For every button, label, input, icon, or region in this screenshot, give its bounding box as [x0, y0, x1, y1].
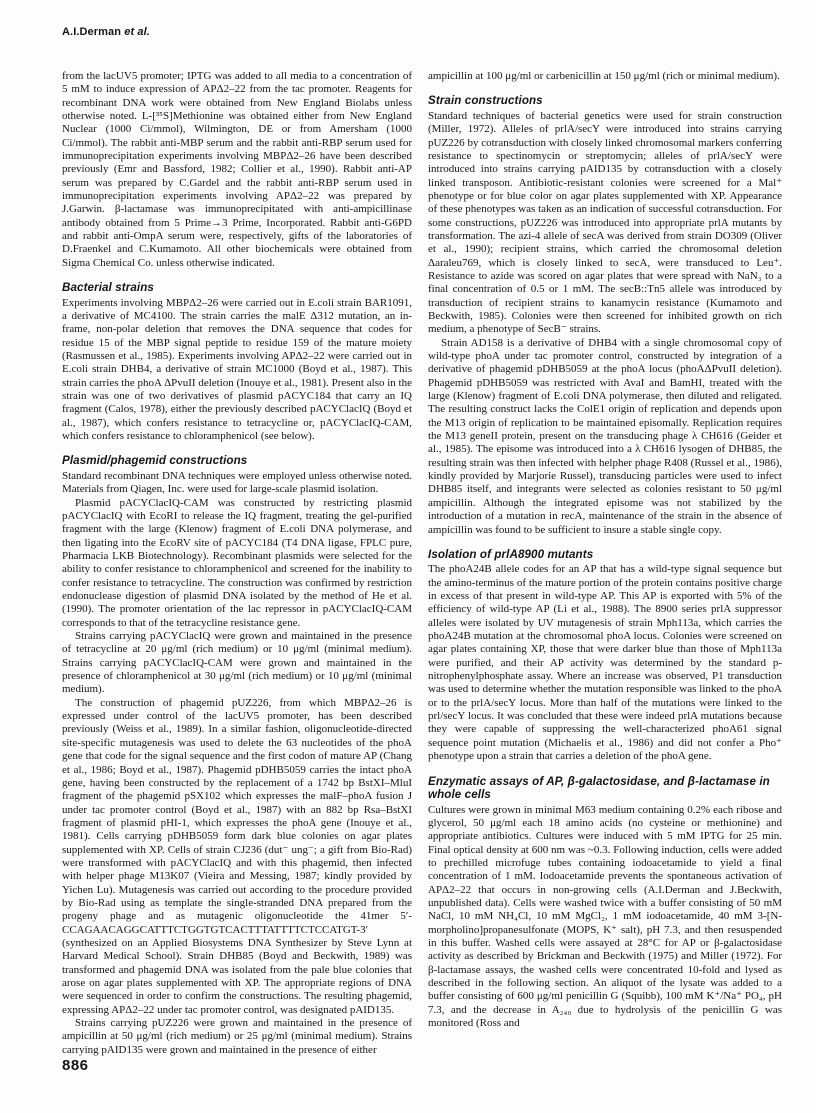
- section-bacterial-strains: [62, 281, 412, 443]
- right-column: [428, 70, 782, 1030]
- two-column-layout: [62, 70, 782, 1057]
- paragraph-methods-continuation: from the lacUV5 promoter; IPTG was added to all media to a concentration of 5 mM to induce expression of APΔ2–22 from the tac promoter. Reagents for recombinant DNA work were obtained from New England Biolabs unless otherwise noted. L-[³⁵S]Methionine was obtained either from New England Nuclear (1000 Ci/mmol), Wilmington, DE or from Amersham (1000 Ci/mmol). The rabbit anti-MBP serum and the rabbit anti-RBP serum used for immunoprecipitation experiments involving MBPΔ2–26 have been described previously (Emr and Bassford, 1982; Collier et al., 1990). Rabbit anti-AP serum was prepared by C.Gardel and the rabbit anti-RBP serum used in immunoprecipitation experiments involving APΔ2–22 was prepared by J.Garwin. β-lactamase was immunoprecipitated with anti-ampicillinase antibody obtained from 5 Prime→3 Prime, Incorporated. Rabbit anti-G6PD and rabbit anti-OmpA serum were, respectively, gifts of the laboratories of D.Fraenkel and C.Kumamoto. All other biochemicals were obtained from Sigma Chemical Co. unless otherwise indicated.: [62, 70, 412, 269]
- section-heading-enzymatic-assays: Enzymatic assays of AP, β-galactosidase, and β-lactamase in whole cells: [428, 774, 770, 801]
- section-heading-plasmid-phagemid: Plasmid/phagemid constructions: [62, 454, 248, 468]
- running-head: [62, 26, 782, 38]
- section-heading-bacterial-strains: Bacterial strains: [62, 281, 154, 295]
- paragraph: Experiments involving MBPΔ2–26 were carried out in E.coli strain BAR1091, a derivative of MC4100. The strain carries the malE Δ312 mutation, an in-frame, non-polar deletion that removes the DNA sequence that codes for residue 15 of the MBP signal peptide to residue 159 of the mature moiety (Rasmussen et al., 1985). Experiments involving APΔ2–22 were carried out in E.coli strain DHB4, a derivative of strain MC1000 (Boyd et al., 1987). This strain carries the phoA ΔPvuII deletion (Inouye et al., 1981). Present also in the strain was one of two derivatives of plasmid pACYC184 that carry an IQ fragment (Calos, 1978), either the previously described pACYClacIQ (Boyd et al., 1987), which confers resistance to tetracycline or, pACYClacIQ-CAM, which confers resistance to chloramphenicol (see below).: [62, 296, 412, 443]
- paragraph: Cultures were grown in minimal M63 medium containing 0.2% each ribose and glycerol, 50 μg/ml each 18 amino acids (no cysteine or methionine) and appropriate antibiotics. Cultures were induced with 5 mM IPTG for 25 min. Final optical density at 600 nm was ~0.3. Following induction, cells were added to prechilled microfuge tubes containing iodoacetamide to yield a final concentration of 1 mM. Iodoacetamide prevents the spontaneous activation of APΔ2–22 that occurs in non-growing cells (A.I.Derman and J.Beckwith, unpublished data). Cells were washed twice with a buffer consisting of 50 mM NaCl, 10 mM NH₄Cl, 10 mM MgCl₂, 1 mM iodoacetamide, 40 mM 3-[N-morpholino]propanesulfonate (MOPS, K⁺ salt), pH 7.3, and then resuspended in this buffer. Washed cells were assayed at 28°C for AP or β-galactosidase activity as described by Brickman and Beckwith (1975) and Miller (1972). For β-lactamase assays, the washed cells were concentrated 10-fold and lysed as described in the following section. An aliquot of the lysate was added to a buffer consisting of 600 μg/ml penicillin G (Squibb), 100 mM K⁺/Na⁺ PO₄, pH 7.3, and the decrease in A₂₄₀ due to hydrolysis of the penicillin G was monitored (Ross and: [428, 803, 782, 1029]
- paragraph: Standard techniques of bacterial genetics were used for strain construction (Miller, 1972). Alleles of prlA/secY were introduced into strains carrying pUZ226 by cotransduction with closely linked chromosomal markers conferring resistance to spectinomycin or streptomycin; alleles of prlA/secY were introduced into strains carrying pAID135 by cotransduction with a closely linked transposon. Antibiotic-resistant colonies were screened for a Mal⁺ phenotype or for blue color on agar plates supplemented with XP. Appearance of these phenotypes was taken as an indication of successful cotransduction. For some constructions, pUZ226 was introduced into appropriate prlA mutants by transformation. The azi-4 allele of secA was derived from strain DO309 (Oliver et al., 1990); recipient strains, which carried the chromosomal deletion Δaraleu769, which is closely linked to secA, were transduced to Leu⁺. Resistance to azide was scored on agar plates that were spread with NaN₃ to a final concentration of 0.5 or 1 mM. The secB::Tn5 allele was introduced by transduction of recipient strains to kanamycin resistance (Kumamoto and Beckwith, 1985). Colonies were then screened for inhibited growth on rich medium, a phenotype of SecB⁻ strains.: [428, 109, 782, 336]
- paragraph: The phoA24B allele codes for an AP that has a wild-type signal sequence but the amino-terminus of the mature portion of the protein contains positive charge in excess of that present in wild-type AP. This AP is exported with 5% of the efficiency of wild-type AP (Li et al., 1988). The 8900 series prlA suppressor alleles were isolated by UV mutagenesis of strain Mph113a, which carries the phoA24B mutation at the chromosomal phoA locus. Colonies were screened on agar plates containing XP, those that were darker blue than those of Mph113a were purified, and their AP activity was determined by the standard p-nitrophenylphosphate assay. Where an increase was observed, P1 transduction was used to determine whether the mutation responsible was linked to the phoA or to the prlA/secY locus. More than half of the mutations were linked to the prl/secY locus. It was concluded that these were indeed prlA mutations because they were capable of suppressing the well-characterized phoA61 signal sequence point mutation (Michaelis et al., 1986) and did not confer a Pho⁺ phenotype upon a strain that carries a deletion of the phoA gene.: [428, 563, 782, 763]
- running-head-etal: et al.: [124, 26, 150, 38]
- page-number: 886: [62, 1057, 89, 1074]
- section-isolation-prla8900-mutants: [428, 548, 782, 764]
- paragraph: The construction of phagemid pUZ226, from which MBPΔ2–26 is expressed under control of the lacUV5 promoter, has been described previously (Weiss et al., 1989). In a similar fashion, oligonucleotide-directed site-specific mutagenesis was used to delete the 63 nucleotides of the phoA gene that code for the signal sequence and the first codon of mature AP (Chang et al., 1986; Boyd et al., 1987). Phagemid pDHB5059 carries the intact phoA gene, having been constructed by the replacement of a 1742 bp BstXI–MluI fragment of the phagemid pSX102 which expresses the malF–phoA fusion J under tac promoter control (Boyd et al., 1987) with an 882 bp Rsa–BstXI fragment of plasmid pHI-1, which expresses the phoA gene (Inouye et al., 1981). Cells carrying pDHB5059 form dark blue colonies on agar plates supplemented with XP. Cells of strain CJ236 (dut⁻ ung⁻; a gift from Bio-Rad) were transformed with pACYClacIQ and with this phagemid, then infected with helper phage M13K07 (Vieira and Messing, 1987; kindly provided by Yichen Lu). Mutagenesis was carried out according to the procedure provided by Bio-Rad using as template the single-stranded DNA prepared from the progeny phage and as mutagenic oligonucleotide the 41mer 5′-CCAGAACAGGCATTTCTGGTGTCACTTTATTTTCTCCATGT-3′ (synthesized on an Applied Biosystems DNA Synthesizer by Steve Lynn at Harvard Medical School). Strain DHB85 (Boyd and Beckwith, 1989) was transformed and phagemid DNA was isolated from the pale blue colonies that arose on agar plates supplemented with XP. The appropriate regions of DNA were sequenced in order to confirm the constructions. The resulting phagemid, expressing APΔ2–22 under tac promoter control, was designated pAID135.: [62, 696, 412, 1016]
- paragraph: Strains carrying pUZ226 were grown and maintained in the presence of ampicillin at 50 μg/ml (rich medium) or 25 μg/ml (minimal medium). Strains carrying pAID135 were grown and maintained in the presence of either: [62, 1017, 412, 1056]
- section-plasmid-phagemid-constructions: [62, 454, 412, 1057]
- left-column: [62, 70, 412, 1057]
- section-heading-isolation-prla8900: Isolation of prlA8900 mutants: [428, 547, 594, 561]
- running-head-author: A.I.Derman: [62, 26, 125, 38]
- paragraph: Strain AD158 is a derivative of DHB4 with a single chromosomal copy of wild-type phoA under tac promoter control, constructed by integration of a derivative of phagemid pDHB5059 at the phoA locus (phoAΔPvuII deletion). Phagemid pDHB5059 was restricted with AvaI and BamHI, treated with the large (Klenow) fragment of E.coli DNA polymerase, then diluted and religated. The resulting construct lacks the ColE1 origin of replication and depends upon the M13 origin of replication to be maintained episomally. Replication requires the M13 geneII protein, present on the transducing phage λ CH616 (Geider et al., 1985). The episome was introduced into a λ CH616 lysogen of DHB85, the resulting strain was then infected with helpher phage R408 (Russel et al., 1986), kindly provided by Marjorie Russel), transducing particles were used to infect DHB85 itself, and integrants were selected as colonies resistant to 50 μg/ml ampicillin. Although the integrated episome was not stabilized by the introduction of a mutation in recA, maintenance of the strain in the absence of ampicillin was found to be sufficient to insure a stable single copy.: [428, 336, 782, 536]
- section-strain-constructions: [428, 94, 782, 537]
- paragraph: Strains carrying pACYClacIQ were grown and maintained in the presence of tetracycline at 20 μg/ml (rich medium) or 10 μg/ml (minimal medium). Strains carrying pACYClacIQ-CAM were grown and maintained in the presence of chloramphenicol at 30 μg/ml (rich medium) or 10 μg/ml (minimal medium).: [62, 630, 412, 696]
- paragraph: Plasmid pACYClacIQ-CAM was constructed by restricting plasmid pACYClacIQ with EcoRI to release the IQ fragment, treating the gel-purified fragment with the large (Klenow) fragment of E.coli DNA polymerase, and then ligating into the EcoRV site of pACYC184 (T4 DNA ligase, FPLC pure, Pharmacia LKB Biotechnology). Recombinant plasmids were selected for the ability to confer resistance to chloramphenicol and screened for the inability to confer resistance to tetracycline. The construction was confirmed by restriction endonuclease digestion of plasmid DNA isolated by the method of He et al. (1990). The promoter orientation of the lac repressor in pACYClacIQ-CAM corresponds to that of the tetracycline resistance gene.: [62, 496, 412, 629]
- section-enzymatic-assays: [428, 775, 782, 1031]
- section-heading-strain-constructions: Strain constructions: [428, 94, 543, 108]
- paragraph: Standard recombinant DNA techniques were employed unless otherwise noted. Materials from Qiagen, Inc. were used for large-scale plasmid isolation.: [62, 469, 412, 496]
- paragraph-continuation: ampicillin at 100 μg/ml or carbenicillin at 150 μg/ml (rich or minimal medium).: [428, 70, 780, 82]
